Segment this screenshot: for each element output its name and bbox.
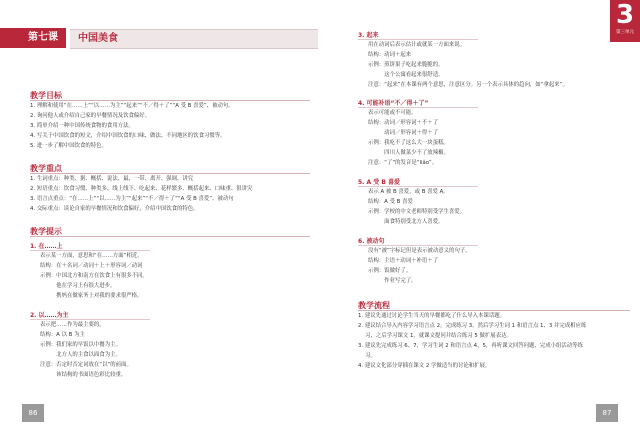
lesson-tag: 第七课 <box>0 28 66 48</box>
section-title-key-points: 教学重点 <box>30 164 62 173</box>
section-rule <box>358 310 630 311</box>
section-rule <box>30 173 310 174</box>
tip-title-qilai: 3. 起来 <box>358 32 379 39</box>
sub-rule <box>358 107 478 108</box>
tip-line: 动词／形容词＋得＋了 <box>368 130 439 136</box>
tip-line: 用在动词后表示估计或就某一方面来说。 <box>368 42 466 48</box>
tip-line: 表示可能或不可能。 <box>368 110 417 116</box>
tip-line: 结构：动词／形容词＋不＋了 <box>368 120 439 126</box>
tip-line: 注意：“了”的发音是“liǎo”。 <box>368 160 438 166</box>
section-title-process: 教学流程 <box>358 301 390 310</box>
sub-rule <box>358 186 478 187</box>
sub-rule <box>358 245 478 246</box>
lesson-title-box <box>70 29 318 49</box>
right-page <box>320 0 640 427</box>
tip-line: 他在学习上有很大进步。 <box>40 283 116 289</box>
tip-line: 结构：动词＋起来 <box>368 52 412 58</box>
tip-line: 示例：中国北方和南方在饮食上有很多不同。 <box>40 273 148 279</box>
tip-line: 注意：“起来”在本课有两个意思，注意区分。另一个表示具体的趋向，如“拿起来”。 <box>368 82 568 88</box>
page-number-right: 87 <box>596 404 618 422</box>
key-point-item: 1. 生词重点：种类、据、概括、说法、最、一带、离开、强调、讲究 <box>30 176 194 182</box>
objective-item: 3. 简单介绍一种中国传统食物的食用方法。 <box>30 123 134 129</box>
sub-rule <box>30 319 150 320</box>
tip-line: 北方人的主食以面食为主。 <box>40 352 121 358</box>
tip-line: 表示某一方面，意思和“在……方面”相近。 <box>40 253 143 259</box>
tip-title-potential-complement: 4. 可能补语“不／得＋了” <box>358 100 429 107</box>
unit-number: 3 <box>615 0 635 30</box>
tip-line: 该结构的书面语色彩比较重。 <box>40 372 127 378</box>
section-title-objectives: 教学目标 <box>30 91 62 100</box>
tip-line: 示例：我们家的早饭以中餐为主。 <box>40 342 121 348</box>
tip-line: 示例：学校的中文老师特别受学生喜爱。 <box>368 209 466 215</box>
tip-line: 表示 A 被 B 喜爱，或 B 喜爱 A。 <box>368 189 449 195</box>
tip-line: 这个公寓看起来很舒适。 <box>368 72 444 78</box>
unit-label: 第三单元 <box>616 30 634 35</box>
objective-item: 2. 询问他人或介绍自己家的早餐情况及饮食偏好。 <box>30 113 151 119</box>
key-point-item: 4. 交际重点：谈论自家的早餐情况和饮食偏好，介绍中国饮食的特色。 <box>30 206 199 212</box>
tip-title-zai-shang: 1. 在……上 <box>30 243 63 250</box>
section-title-teaching-tips: 教学提示 <box>30 227 62 236</box>
key-point-item: 3. 语言点重点：“在……上”“以……为主”“起来”“不／得＋了”“A 受 B 喜爱”、被动句 <box>30 196 234 202</box>
tip-line: 示例：我吃不了这么大一块蛋糕。 <box>368 140 449 146</box>
tip-line: 结构：在＋名词／动词＋上＋形容词／动词 <box>40 263 143 269</box>
lesson-header <box>0 28 320 48</box>
tip-line: 面食特别受北方人喜爱。 <box>368 219 444 225</box>
process-item: 习。 <box>358 353 376 359</box>
objective-item: 1. 理解和使用“在……上”“以……为主”“起来”“不／得＋了”“A 受 B 喜爱”、被动句。 <box>30 103 234 109</box>
tip-line: 作业写完了。 <box>368 278 417 284</box>
sub-rule <box>358 39 478 40</box>
tip-line: 四川人做菜少不了放辣椒。 <box>368 150 449 156</box>
tip-line: 结构：主语＋动词＋补语＋了 <box>368 258 439 264</box>
objective-item: 4. 写关于中国饮食的短文，介绍中国饮食的口味、做法、不同地区的饮食习惯等。 <box>30 133 226 139</box>
process-item: 1. 建议先通过讨论学生当天的早餐都吃了什么导入本课话题。 <box>358 313 506 319</box>
section-rule <box>30 100 310 101</box>
tip-title-passive: 6. 被动句 <box>358 238 385 245</box>
unit-badge <box>610 0 640 42</box>
tip-title-yi-wei-zhu: 2. 以……为主 <box>30 312 69 319</box>
tip-line: 表示把……作为最主要的。 <box>40 322 105 328</box>
process-item: 4. 建议文化部分穿插在课文 2 学做适当的讨论和扩展。 <box>358 363 491 369</box>
tip-line: 示例：饭做好了。 <box>368 268 412 274</box>
tip-line: 示例：煎饼果子吃起来脆脆的。 <box>368 62 444 68</box>
key-point-item: 2. 短语重点：饮食习惯、种类多、线上线下、吃起来、花样繁多、概括起来、口味重、很讲究 <box>30 186 253 192</box>
page-number-left: 86 <box>22 404 44 422</box>
tip-line: 没有“被”字标记但是表示被动意义的句子。 <box>368 248 471 254</box>
tip-line: 注意：否定时否定词放在“以”的前面。 <box>40 362 132 368</box>
process-item: 2. 建议结合导入内容学习语言点 2。完成练习 3。然后学习生词 1 和语言点 1、3 并完成相应练 <box>358 323 587 329</box>
tip-line: 结构：A 以 B 为主 <box>40 332 85 338</box>
objective-item: 5. 进一步了解中国饮食的特色。 <box>30 143 107 149</box>
section-rule <box>30 236 310 237</box>
tip-line: 携妈在做家务上对我的要求很严格。 <box>40 293 143 299</box>
lesson-title: 中国美食 <box>78 33 118 44</box>
tip-line: 结构：A 受 B 喜爱 <box>368 199 413 205</box>
tip-title-shou-xiai: 5. A 受 B 喜爱 <box>358 179 401 186</box>
process-item: 3. 建议先完成练习 6、7，学习生词 2 和语言点 4、5，再听课文回答问题，完成小组活动等练 <box>358 343 583 349</box>
process-item: 习，之后学习课文 1，就课文提问并结合练习 5 做扩展表达。 <box>358 333 512 339</box>
sub-rule <box>30 250 150 251</box>
